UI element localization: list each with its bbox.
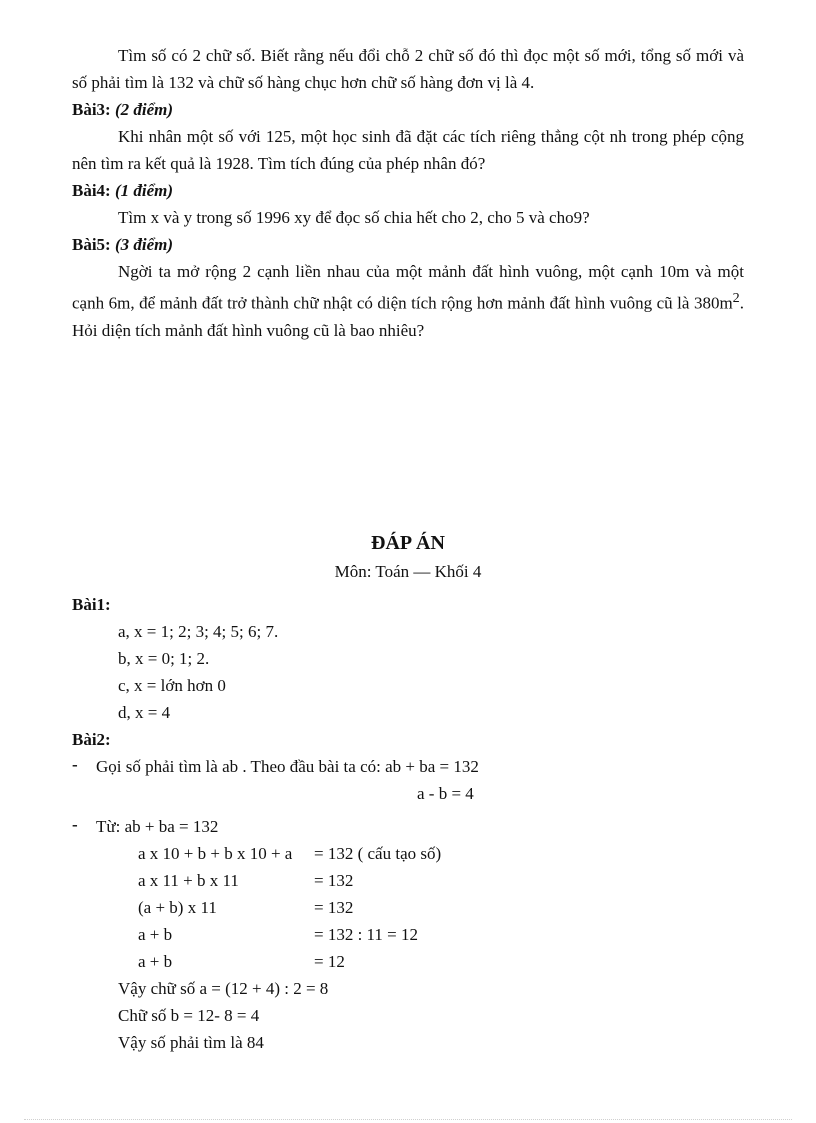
calc-right: = 132 xyxy=(314,897,354,917)
answer-1-line: a, x = 1; 2; 3; 4; 5; 6; 7. xyxy=(118,621,279,641)
exercise-4-heading xyxy=(72,177,744,204)
exercise-5-heading xyxy=(72,231,744,258)
answer-1-label: Bài1: xyxy=(72,594,111,614)
exercise-3-label: Bài3: xyxy=(72,100,111,119)
exercise-3-text: Khi nhân một số với 125, một học sinh đã đặt các tích riêng thẳng cột nh trong phép cộng nên tìm ra kết quả là 1928. Tìm tích đúng của phép nhân đó? xyxy=(72,127,744,173)
exercise-5-text xyxy=(72,258,744,344)
calc-left: a + b xyxy=(138,951,173,971)
answer-2-label: Bài2: xyxy=(72,729,111,749)
calc-row xyxy=(72,867,441,894)
conclusion-line: Chữ số b = 12- 8 = 4 xyxy=(118,1005,260,1025)
exercise-3-heading xyxy=(72,96,744,123)
calc-row xyxy=(72,948,441,975)
conclusion-line: Vậy số phải tìm là 84 xyxy=(118,1032,264,1052)
calc-right: = 132 : 11 = 12 xyxy=(314,924,419,944)
page-bottom-divider xyxy=(24,1119,792,1120)
conclusion-line: Vậy chữ số a = (12 + 4) : 2 = 8 xyxy=(118,978,329,998)
exercise-2-text: Tìm số có 2 chữ số. Biết rằng nếu đổi chỗ 2 chữ số đó thì đọc một số mới, tổng số mới và số phải tìm là 132 và chữ số hàng chục hơn chữ số hàng đơn vị là 4. xyxy=(72,46,744,92)
answer-2-bullet-1: - Gọi số phải tìm là ab . Theo đầu bài ta có: ab + ba = 132 xyxy=(72,753,744,780)
calc-left: (a + b) x 11 xyxy=(138,897,217,917)
calc-right: = 132 xyxy=(314,870,354,890)
exercise-4-points: (1 điểm) xyxy=(114,181,174,200)
answer-1-line: c, x = lớn hơn 0 xyxy=(118,675,226,695)
exercise-5-points: (3 điểm) xyxy=(114,235,174,254)
calc-row xyxy=(72,921,441,948)
answer-1-line: d, x = 4 xyxy=(118,702,171,722)
answer-1-list xyxy=(72,618,744,726)
exercise-4-label: Bài4: xyxy=(72,181,111,200)
exercise-5-tail: . Hỏi diện tích mảnh đất hình vuông cũ là bao nhiêu? xyxy=(72,293,744,340)
answer-subtitle: Môn: Toán — Khối 4 xyxy=(334,561,482,581)
calc-left: a x 11 + b x 11 xyxy=(138,870,239,890)
answer-2-bullet-2: - Từ: ab + ba = 132 xyxy=(72,813,744,840)
answer-1-line: b, x = 0; 1; 2. xyxy=(118,648,210,668)
calc-right: = 12 xyxy=(314,951,345,971)
conclusion xyxy=(72,975,744,1056)
exercise-4-text: Tìm x và y trong số 1996 xy để đọc số chia hết cho 2, cho 5 và cho9? xyxy=(118,208,590,227)
exercise-5-label: Bài5: xyxy=(72,235,111,254)
answer-title: ĐÁP ÁN xyxy=(371,531,445,554)
spacer xyxy=(72,344,744,526)
document-page xyxy=(72,42,744,1056)
exercise-5-body: Ngời ta mở rộng 2 cạnh liền nhau của một mảnh đất hình vuông, một cạnh 10m và một cạnh 6m, để mảnh đất trở thành chữ nhật có diện tích rộng hơn mảnh đất hình vuông cũ là 380m xyxy=(72,262,744,313)
calc-row xyxy=(72,894,441,921)
answer-2-equation: a - b = 4 xyxy=(417,783,474,803)
exercise-3-points: (2 điểm) xyxy=(114,100,174,119)
calculation-table xyxy=(72,840,441,975)
calc-right: = 132 ( cấu tạo số) xyxy=(314,843,442,863)
calc-left: a + b xyxy=(138,924,173,944)
calc-row xyxy=(72,840,441,867)
calc-left: a x 10 + b + b x 10 + a xyxy=(138,843,293,863)
exercise-5-superscript: 2 xyxy=(732,290,740,306)
